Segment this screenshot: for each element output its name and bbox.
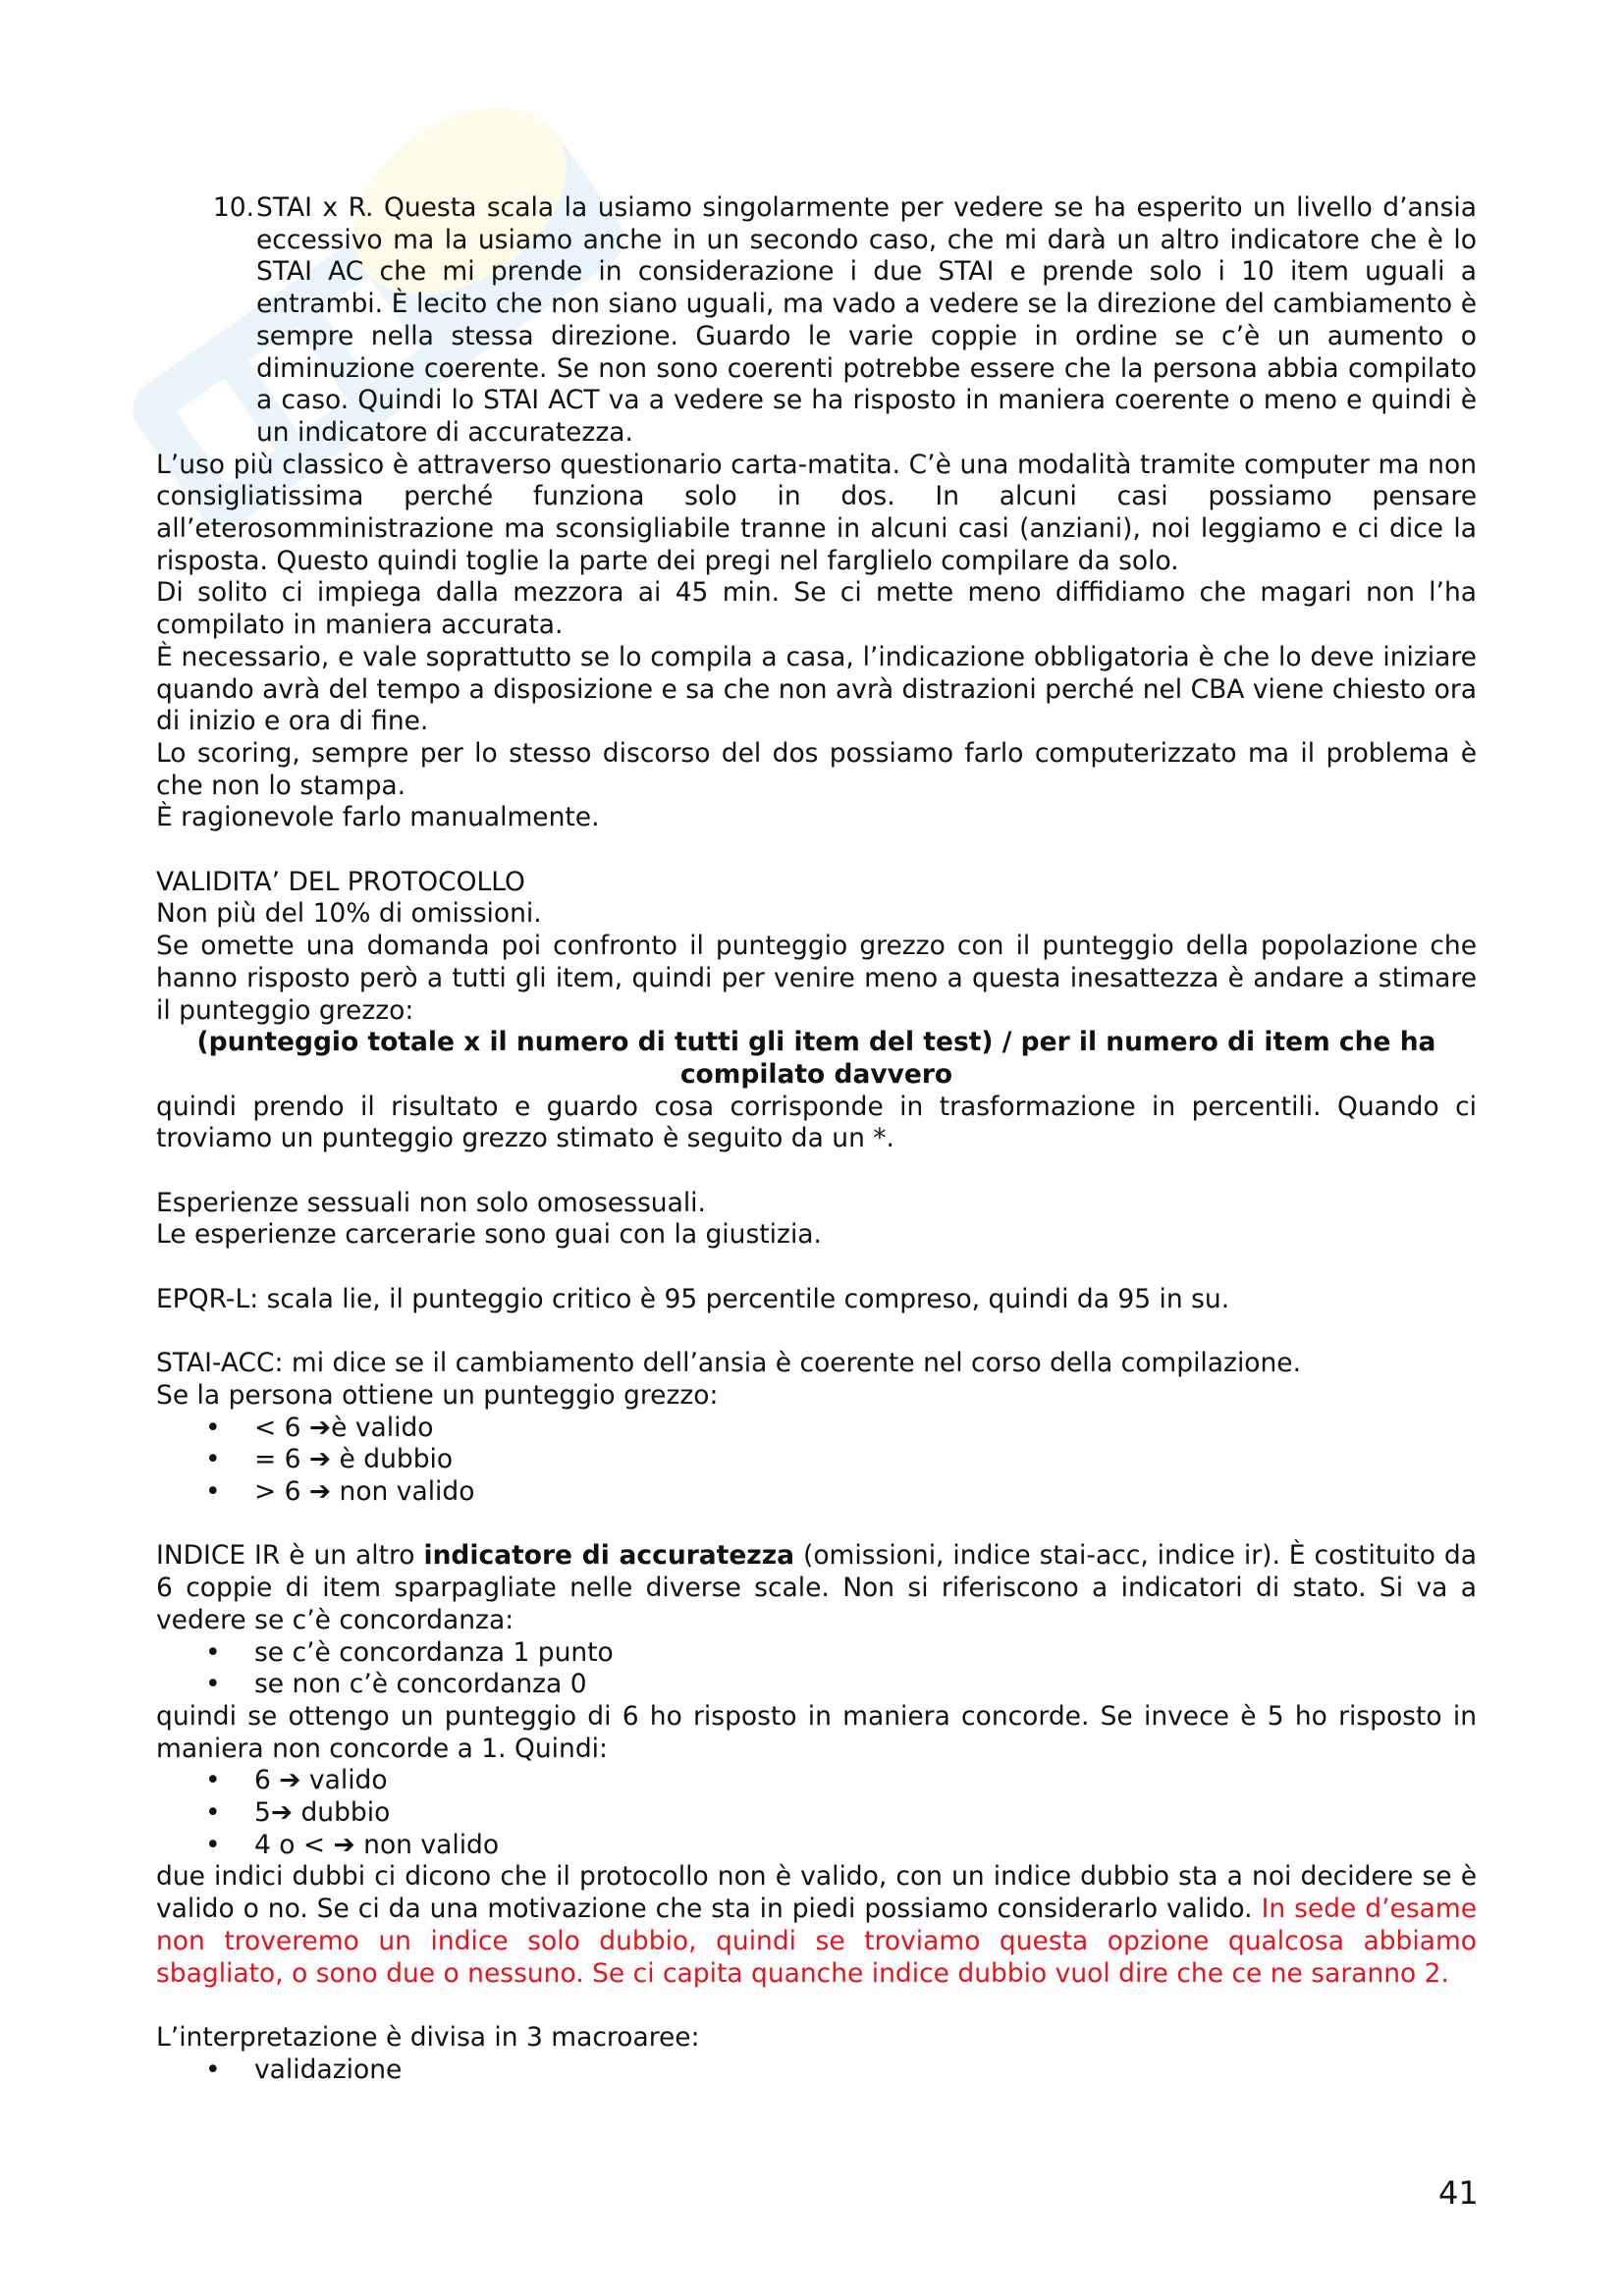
paragraph-staiacc-2: Se la persona ottiene un punteggio grezzo: bbox=[156, 1379, 719, 1411]
list-item: • > 6 ➔ non valido bbox=[156, 1476, 1477, 1509]
bullet-list-concordanza bbox=[156, 1637, 1477, 1701]
paragraph-uso: L’uso più classico è attraverso questionario carta-matita. C’è una modalità tramite computer ma non consigliatissima perché funziona solo in dos. In alcuni casi possiamo pensare all’eterosomministrazione ma sconsigliabile tranne in alcuni casi (anziani), noi leggiamo e ci dice la risposta. Questo quindi toglie la parte dei pregi nel farglielo compilare da solo. bbox=[156, 449, 1477, 576]
paragraph-indice-ir bbox=[156, 1540, 1477, 1636]
paragraph-interpretazione: L’interpretazione è divisa in 3 macroaree: bbox=[156, 2021, 700, 2053]
bullet-list-punteggi bbox=[156, 1765, 1477, 1861]
highlighted-note: In sede d’esame non troveremo un indice solo dubbio, quindi se troviamo questa opzione qualcosa abbiamo sbagliato, o sono due o nessuno. Se ci capita quanche indice dubbio vuol dire che ce ne saranno 2. bbox=[156, 1894, 1478, 1989]
list-item: • se c’è concordanza 1 punto bbox=[156, 1637, 1477, 1670]
list-item: • 5➔ dubbio bbox=[156, 1797, 1477, 1830]
bullet-list-interpretazione bbox=[156, 2055, 1477, 2087]
paragraph-esperienze-1: Esperienze sessuali non solo omosessuali. bbox=[156, 1187, 706, 1218]
list-item: • validazione bbox=[156, 2055, 1477, 2087]
paragraph-validita-1: Non più del 10% di omissioni. bbox=[156, 898, 542, 930]
text-span: due indici dubbi ci dicono che il protocollo non è valido, con un indice dubbio sta a noi decidere se è valido o no. Se ci da una motivazione che sta in piedi possiamo considerarlo valido. bbox=[156, 1861, 1477, 1925]
section-heading-validita: VALIDITA’ DEL PROTOCOLLO bbox=[156, 866, 525, 897]
paragraph-staiacc-1: STAI-ACC: mi dice se il cambiamento dell’ansia è coerente nel corso della compilazione. bbox=[156, 1348, 1302, 1379]
item-text: STAI x R. Questa scala la usiamo singolarmente per vedere se ha esperito un livello d’ansia eccessivo ma la usiamo anche in un secondo caso, che mi darà un altro indicatore che è lo STAI AC che mi prende in considerazione i due STAI e prende solo i 10 item uguali a entrambi. È lecito che non siano uguali, ma vado a vedere se la direzione del cambiamento è sempre nella stessa direzione. Guardo le varie coppie in ordine se c’è un aumento o diminuzione coerente. Se non sono coerenti potrebbe essere che la persona abbia compilato a caso. Quindi lo STAI ACT va a vedere se ha risposto in maniera coerente o meno e quindi è un indicatore di accuratezza. bbox=[256, 192, 1477, 448]
document-page bbox=[156, 192, 1477, 2086]
bold-term: indicatore di accuratezza bbox=[423, 1540, 795, 1572]
paragraph-epqr: EPQR-L: scala lie, il punteggio critico è 95 percentile compreso, quindi da 95 in su. bbox=[156, 1283, 1230, 1314]
formula: (punteggio totale x il numero di tutti gli item del test) / per il numero di item che ha compilato davvero bbox=[196, 1027, 1436, 1090]
bullet-list-staiacc bbox=[156, 1413, 1477, 1509]
paragraph-tempo: Di solito ci impiega dalla mezzora ai 45 min. Se ci mette meno diffidiamo che magari non l’ha compilato in maniera accurata. bbox=[156, 577, 1477, 641]
paragraph-esperienze-2: Le esperienze carcerarie sono guai con la giustizia. bbox=[156, 1219, 822, 1251]
list-item: • se non c’è concordanza 0 bbox=[156, 1669, 1477, 1701]
list-item: • 4 o < ➔ non valido bbox=[156, 1830, 1477, 1862]
paragraph-necessario: È necessario, e vale soprattutto se lo compila a casa, l’indicazione obbligatoria è che lo deve iniziare quando avrà del tempo a disposizione e sa che non avrà distrazioni perché nel CBA viene chiesto ora di inizio e ora di fine. bbox=[156, 641, 1477, 737]
text-span: INDICE IR è un altro bbox=[156, 1540, 424, 1572]
text-span: (omissioni, indice stai-acc, indice ir). È costituito da 6 coppie di item sparpagliate nelle diverse scale. Non si riferiscono a indicatori di stato. Si va a vedere se c’è concordanza: bbox=[156, 1540, 1477, 1635]
list-item: • 6 ➔ valido bbox=[156, 1765, 1477, 1797]
numbered-item-10 bbox=[156, 192, 1477, 450]
item-number: 10. bbox=[212, 192, 254, 223]
list-item: • < 6 ➔è valido bbox=[156, 1413, 1477, 1445]
paragraph-validita-3: quindi prendo il risultato e guardo cosa corrisponde in trasformazione in percentili. Quando ci troviamo un punteggio grezzo stimato è seguito da un *. bbox=[156, 1091, 1477, 1154]
page-number: 41 bbox=[1438, 2174, 1479, 2212]
list-item: • = 6 ➔ è dubbio bbox=[156, 1444, 1477, 1476]
paragraph-scoring: Lo scoring, sempre per lo stesso discorso del dos possiamo farlo computerizzato ma il problema è che non lo stampa. bbox=[156, 737, 1477, 801]
paragraph-ragionevole: È ragionevole farlo manualmente. bbox=[156, 802, 600, 833]
paragraph-indice-2: quindi se ottengo un punteggio di 6 ho risposto in maniera concorde. Se invece è 5 ho risposto in maniera non concorde a 1. Quindi: bbox=[156, 1700, 1477, 1764]
paragraph-dubbi bbox=[156, 1861, 1477, 1990]
paragraph-validita-2: Se omette una domanda poi confronto il punteggio grezzo con il punteggio della popolazione che hanno risposto però a tutti gli item, quindi per venire meno a questa inesattezza è andare a stimare il punteggio grezzo: bbox=[156, 931, 1477, 1026]
